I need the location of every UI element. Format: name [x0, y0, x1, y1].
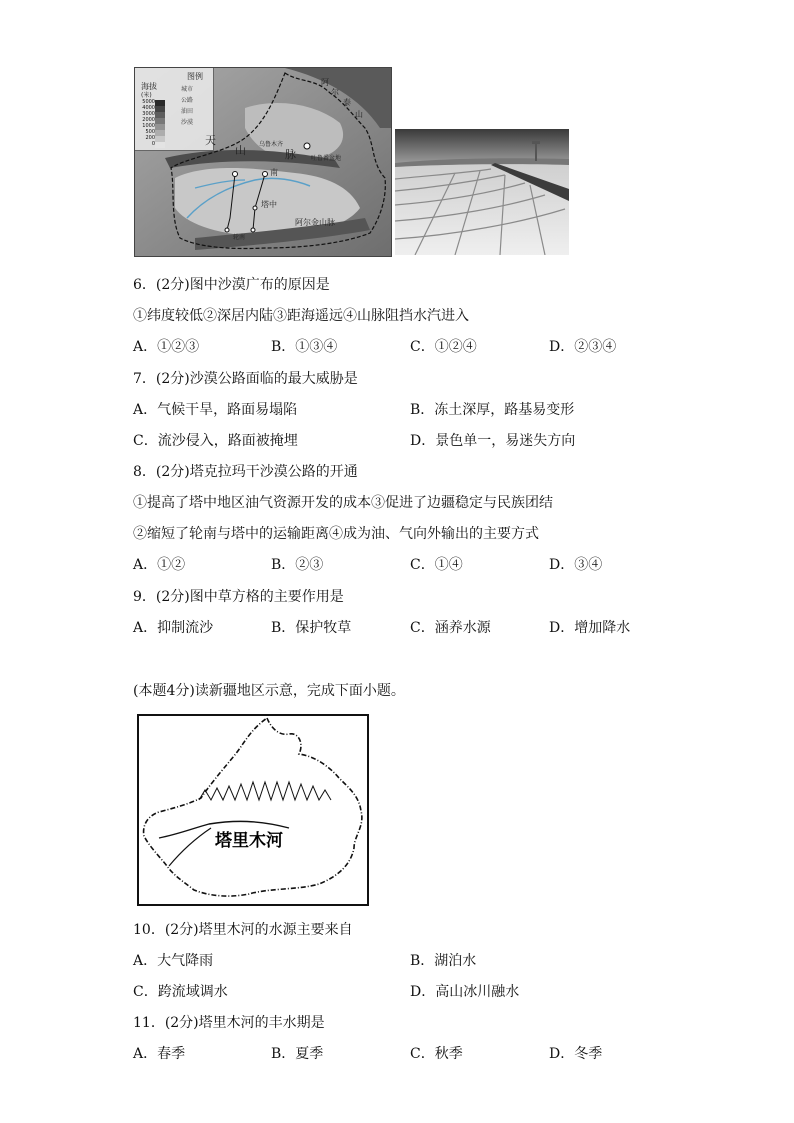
- question-9-option-c[interactable]: C．涵养水源: [410, 620, 491, 636]
- xinjiang-terrain-map: [134, 67, 392, 257]
- map-label-altun: 阿尔金山脉: [295, 218, 335, 227]
- question-8-statements-2: ②缩短了轮南与塔中的运输距离④成为油、气向外输出的主要方式: [133, 526, 539, 542]
- elevation-tick: 5000: [142, 99, 155, 105]
- section-2-intro: (本题4分)读新疆地区示意，完成下面小题。: [133, 683, 405, 699]
- question-9-option-b[interactable]: B．保护牧草: [271, 620, 352, 636]
- legend-item-desert: 沙漠: [181, 119, 194, 126]
- map-label-urumqi: 乌鲁木齐: [259, 141, 284, 148]
- question-8-option-a[interactable]: A．①②: [133, 557, 186, 573]
- question-11-option-d[interactable]: D．冬季: [549, 1046, 603, 1062]
- elevation-tick: 3000: [142, 111, 155, 117]
- map-legend: [135, 68, 214, 151]
- desert-road-graphic: [395, 129, 569, 255]
- map-label-shan: 山: [235, 144, 246, 157]
- question-6-option-c[interactable]: C．①②④: [410, 339, 477, 355]
- map-label-nan: 南: [270, 168, 278, 177]
- question-7-stem: 7．(2分)沙漠公路面临的最大威胁是: [133, 371, 358, 387]
- question-6-statements: ①纬度较低②深居内陆③距海遥远④山脉阻挡水汽进入: [133, 308, 469, 324]
- map-label-mai: 脉: [285, 148, 296, 161]
- question-10-stem: 10．(2分)塔里木河的水源主要来自: [133, 922, 353, 938]
- elevation-tick: 500: [145, 129, 155, 135]
- question-7-option-a[interactable]: A．气候干旱，路面易塌陷: [133, 402, 298, 418]
- question-7-option-d[interactable]: D．景色单一，易迷失方向: [410, 433, 576, 449]
- question-7-option-b[interactable]: B．冻土深厚，路基易变形: [410, 402, 575, 418]
- legend-item-city: 城市: [181, 86, 194, 93]
- question-9-option-a[interactable]: A．抑制流沙: [133, 620, 214, 636]
- question-11-option-b[interactable]: B．夏季: [271, 1046, 324, 1062]
- map-label-lunnan: 轮南: [233, 234, 246, 241]
- tarim-river-label: 塔里木河: [215, 831, 283, 851]
- elevation-unit: (米): [141, 92, 152, 99]
- legend-item-oilfield: 油田: [181, 108, 194, 115]
- elevation-title: 海拔: [141, 82, 157, 91]
- sketch-map-graphic: [139, 716, 367, 904]
- question-8-option-b[interactable]: B．②③: [271, 557, 324, 573]
- elevation-tick: 200: [145, 135, 155, 141]
- question-9-stem: 9．(2分)图中草方格的主要作用是: [133, 589, 344, 605]
- question-7-option-c[interactable]: C．流沙侵入，路面被掩埋: [133, 433, 298, 449]
- xinjiang-sketch-map: [137, 714, 369, 906]
- question-8-statements-1: ①提高了塔中地区油气资源开发的成本③促进了边疆稳定与民族团结: [133, 495, 553, 511]
- map-label-shan2: 山: [355, 110, 363, 119]
- map-label-er: 尔: [331, 88, 339, 97]
- elevation-tick: 1000: [142, 123, 155, 129]
- elevation-tick: 2000: [142, 117, 155, 123]
- question-8-option-d[interactable]: D．③④: [549, 557, 603, 573]
- question-8-option-c[interactable]: C．①④: [410, 557, 463, 573]
- map-label-turpan: 吐鲁番盆地: [311, 155, 342, 162]
- map-label-tazhong: 塔中: [261, 200, 277, 209]
- question-11-stem: 11．(2分)塔里木河的丰水期是: [133, 1015, 325, 1031]
- question-6-option-b[interactable]: B．①③④: [271, 339, 338, 355]
- question-10-option-c[interactable]: C．跨流域调水: [133, 984, 228, 1000]
- question-11-option-c[interactable]: C．秋季: [410, 1046, 463, 1062]
- question-10-option-a[interactable]: A．大气降雨: [133, 953, 214, 969]
- question-6-stem: 6．(2分)图中沙漠广布的原因是: [133, 277, 330, 293]
- question-8-stem: 8．(2分)塔克拉玛干沙漠公路的开通: [133, 464, 358, 480]
- question-10-option-b[interactable]: B．湖泊水: [410, 953, 477, 969]
- legend-items: [181, 84, 193, 128]
- elevation-scale: [155, 100, 165, 148]
- elevation-ticks: [137, 99, 155, 147]
- map-label-a: 阿: [321, 78, 329, 87]
- question-10-option-d[interactable]: D．高山冰川融水: [410, 984, 520, 1000]
- map-label-tian: 天: [205, 134, 216, 147]
- legend-title: 图例: [187, 72, 203, 81]
- elevation-tick: 4000: [142, 105, 155, 111]
- elevation-tick: 0: [151, 141, 155, 147]
- desert-road-photo: [395, 129, 569, 255]
- question-11-option-a[interactable]: A．春季: [133, 1046, 186, 1062]
- question-9-option-d[interactable]: D．增加降水: [549, 620, 631, 636]
- question-6-option-d[interactable]: D．②③④: [549, 339, 617, 355]
- question-6-option-a[interactable]: A．①②③: [133, 339, 200, 355]
- legend-item-road: 公路: [181, 97, 194, 104]
- map-label-tai: 泰: [343, 98, 351, 107]
